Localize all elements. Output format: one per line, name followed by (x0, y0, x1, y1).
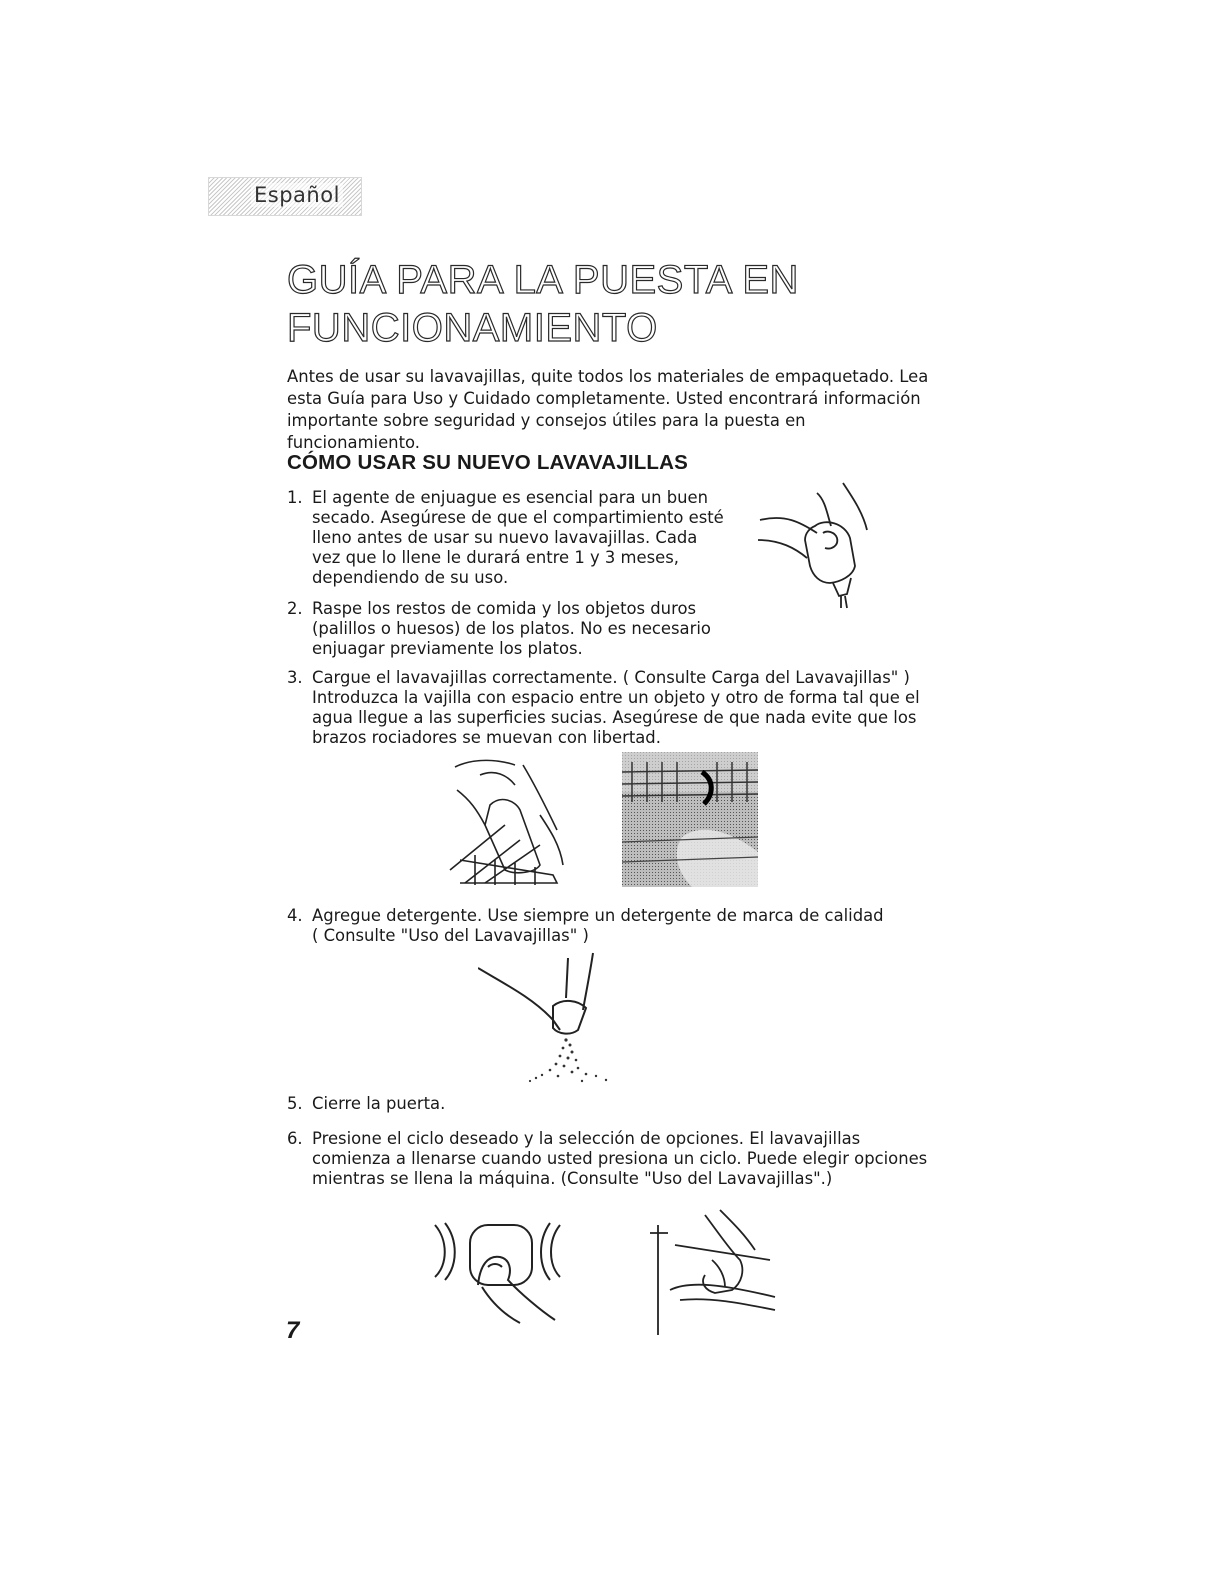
step-4 (287, 906, 887, 946)
language-tab (208, 177, 362, 216)
section-heading: CÓMO USAR SU NUEVO LAVAVAJILLAS (287, 451, 689, 474)
loading-dishes-illustration (445, 755, 585, 890)
step-number: 4. (287, 906, 303, 925)
step-text: Agregue detergente. Use siempre un detergente de marca de calidad ( Consulte "Uso del Lavavajillas" ) (312, 906, 884, 945)
rinse-aid-bottle-illustration (755, 478, 885, 613)
button-press-illustration (430, 1215, 570, 1325)
detergent-pouring-illustration (478, 948, 628, 1088)
step-6 (287, 1129, 937, 1189)
step-number: 2. (287, 599, 303, 618)
step-text: Cargue el lavavajillas correctamente. ( Consulte Carga del Lavavajillas" ) Introduzca la vajilla con espacio entre un objeto y otro de forma tal que el agua llegue a las superficies sucias. Asegúrese de que nada evite que los brazos rociadores se muevan con libertad. (312, 668, 920, 747)
step-number: 6. (287, 1129, 303, 1148)
dishwasher-rack-photo (622, 752, 758, 887)
language-tab-label: Español (251, 183, 343, 207)
step-number: 1. (287, 488, 303, 507)
step-2 (287, 599, 747, 659)
step-text: El agente de enjuague es esencial para un buen secado. Asegúrese de que el compartimiento esté lleno antes de usar su nuevo lavavajillas. Cada vez que lo llene le durará entre 1 y 3 meses, dependiendo de su uso. (312, 488, 724, 587)
step-5 (287, 1094, 687, 1114)
door-close-illustration (630, 1205, 780, 1335)
page-number: 7 (286, 1317, 300, 1344)
page-title: GUÍA PARA LA PUESTA EN FUNCIONAMIENTO (287, 258, 799, 350)
step-text: Cierre la puerta. (312, 1094, 446, 1113)
step-text: Presione el ciclo deseado y la selección de opciones. El lavavajillas comienza a llenarse cuando usted presiona un ciclo. Puede elegir opciones mientras se llena la máquina. (Consulte "Uso del Lavavajillas".) (312, 1129, 928, 1188)
step-number: 5. (287, 1094, 303, 1113)
step-1 (287, 488, 727, 588)
step-3 (287, 668, 927, 748)
intro-paragraph: Antes de usar su lavavajillas, quite todos los materiales de empaquetado. Lea esta Guía para Uso y Cuidado completamente. Usted encontrará información importante sobre seguridad y consejos útiles para la puesta en funcionamiento. (287, 367, 929, 452)
step-number: 3. (287, 668, 303, 687)
step-text: Raspe los restos de comida y los objetos duros (palillos o huesos) de los platos. No es necesario enjuagar previamente los platos. (312, 599, 711, 658)
